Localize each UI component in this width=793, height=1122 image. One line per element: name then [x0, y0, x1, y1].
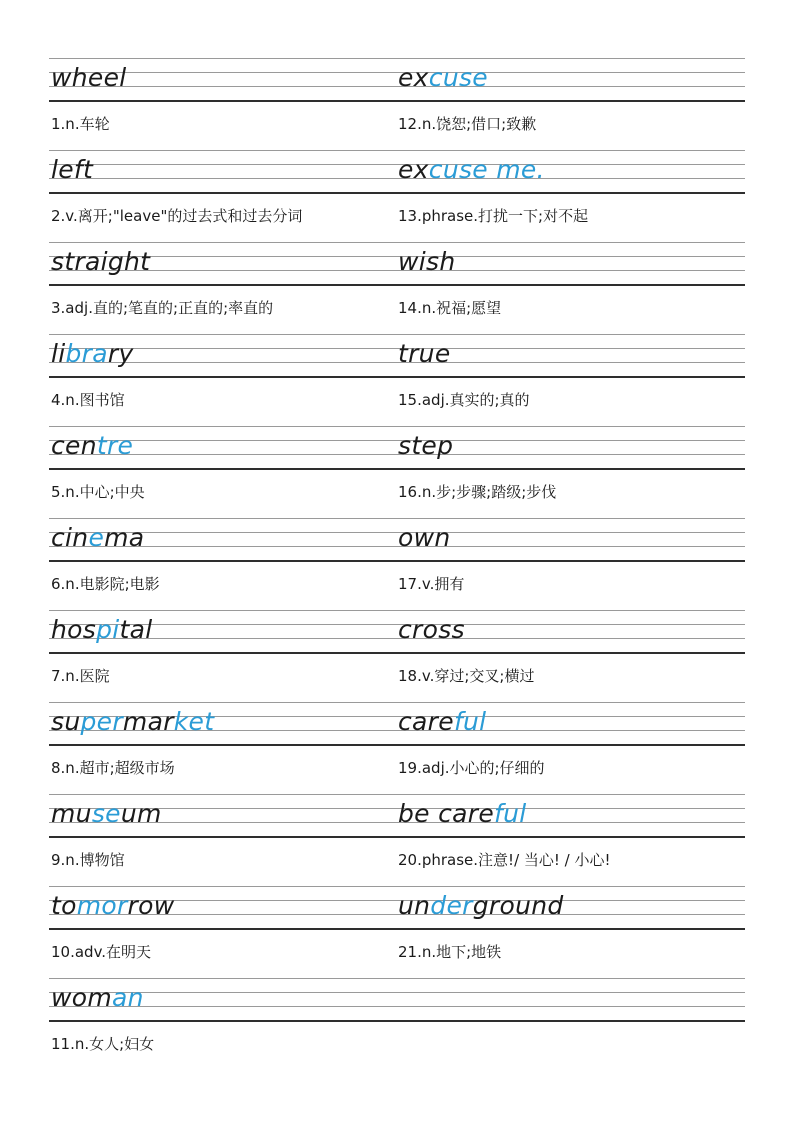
word-segment-highlighted: e	[88, 523, 105, 552]
definition-text: 13.phrase.打扰一下;对不起	[398, 207, 589, 225]
word-segment-highlighted: tre	[96, 431, 134, 460]
word-segment: un	[398, 891, 431, 920]
definition-text: 15.adj.真实的;真的	[398, 391, 530, 409]
definition-text: 2.v.离开;"leave"的过去式和过去分词	[51, 207, 303, 225]
writing-guide-rule	[49, 440, 745, 441]
definition-text: 4.n.图书馆	[51, 391, 125, 409]
english-word-right	[398, 432, 453, 460]
english-word-right	[398, 892, 564, 920]
writing-baseline-rule	[49, 192, 745, 194]
writing-baseline-rule	[49, 928, 745, 930]
word-segment-highlighted: pi	[96, 615, 120, 644]
writing-baseline-rule	[49, 560, 745, 562]
word-segment: hos	[51, 615, 97, 644]
word-segment-highlighted: cuse	[428, 63, 488, 92]
writing-guide-rule	[49, 270, 745, 271]
vocab-entry-row	[49, 788, 745, 880]
word-segment-highlighted: bra	[65, 339, 108, 368]
writing-guide-rule	[49, 886, 745, 887]
vocab-entry-row	[49, 972, 745, 1064]
writing-guide-rule	[49, 794, 745, 795]
vocab-entry-row	[49, 880, 745, 972]
word-segment: ex	[398, 63, 429, 92]
writing-guide-rule	[49, 164, 745, 165]
writing-guide-rule	[49, 1006, 745, 1007]
english-word-left	[51, 616, 152, 644]
writing-guide-rule	[49, 978, 745, 979]
word-segment: mar	[122, 707, 174, 736]
vocab-entry-row	[49, 512, 745, 604]
writing-guide-rule	[49, 348, 745, 349]
english-word-right	[398, 616, 465, 644]
writing-baseline-rule	[49, 652, 745, 654]
writing-guide-rule	[49, 454, 745, 455]
definition-text: 5.n.中心;中央	[51, 483, 145, 501]
word-segment: ry	[107, 339, 134, 368]
word-segment-highlighted: ful	[453, 707, 487, 736]
definition-text: 20.phrase.注意!/ 当心! / 小心!	[398, 851, 611, 869]
writing-guide-rule	[49, 150, 745, 151]
word-segment: wish	[398, 247, 456, 276]
writing-guide-rule	[49, 992, 745, 993]
english-word-left	[51, 340, 134, 368]
definition-text: 3.adj.直的;笔直的;正直的;率直的	[51, 299, 274, 317]
english-word-left	[51, 984, 144, 1012]
word-segment: true	[398, 339, 451, 368]
writing-guide-rule	[49, 702, 745, 703]
english-word-right	[398, 156, 545, 184]
word-segment-highlighted: ful	[494, 799, 527, 828]
vocab-entry-row	[49, 52, 745, 144]
word-segment: wom	[51, 983, 112, 1012]
word-segment: um	[120, 799, 162, 828]
definition-text: 8.n.超市;超级市场	[51, 759, 175, 777]
word-segment: left	[51, 155, 94, 184]
word-segment: be care	[398, 799, 495, 828]
definition-text: 1.n.车轮	[51, 115, 110, 133]
vocab-entry-row	[49, 236, 745, 328]
writing-baseline-rule	[49, 1020, 745, 1022]
word-segment: mu	[51, 799, 92, 828]
writing-guide-rule	[49, 334, 745, 335]
writing-guide-rule	[49, 638, 745, 639]
definition-text: 7.n.医院	[51, 667, 110, 685]
word-segment: su	[51, 707, 81, 736]
word-segment: row	[127, 891, 175, 920]
definition-text: 17.v.拥有	[398, 575, 465, 593]
word-segment-highlighted: se	[91, 799, 121, 828]
writing-guide-rule	[49, 362, 745, 363]
word-segment: care	[398, 707, 454, 736]
writing-guide-rule	[49, 256, 745, 257]
definition-text: 16.n.步;步骤;踏级;步伐	[398, 483, 557, 501]
writing-guide-rule	[49, 242, 745, 243]
vocabulary-worksheet	[49, 52, 745, 1064]
vocab-entry-row	[49, 604, 745, 696]
english-word-right	[398, 800, 527, 828]
writing-baseline-rule	[49, 376, 745, 378]
definition-text: 14.n.祝福;愿望	[398, 299, 502, 317]
writing-baseline-rule	[49, 468, 745, 470]
writing-guide-rule	[49, 624, 745, 625]
english-word-left	[51, 64, 127, 92]
vocab-entry-row	[49, 420, 745, 512]
english-word-left	[51, 432, 133, 460]
writing-guide-rule	[49, 610, 745, 611]
english-word-left	[51, 708, 214, 736]
vocab-entry-row	[49, 328, 745, 420]
word-segment: li	[51, 339, 66, 368]
word-segment: cin	[51, 523, 89, 552]
writing-guide-rule	[49, 178, 745, 179]
vocab-entry-row	[49, 144, 745, 236]
writing-guide-rule	[49, 58, 745, 59]
english-word-right	[398, 64, 488, 92]
word-segment: tal	[119, 615, 153, 644]
writing-baseline-rule	[49, 100, 745, 102]
definition-text: 19.adj.小心的;仔细的	[398, 759, 545, 777]
writing-guide-rule	[49, 86, 745, 87]
word-segment-highlighted: ket	[173, 707, 215, 736]
english-word-left	[51, 156, 93, 184]
word-segment-highlighted: cuse me.	[428, 155, 545, 184]
word-segment: wheel	[51, 63, 127, 92]
definition-text: 9.n.博物馆	[51, 851, 125, 869]
word-segment: ex	[398, 155, 429, 184]
english-word-right	[398, 524, 451, 552]
english-word-right	[398, 708, 486, 736]
definition-text: 21.n.地下;地铁	[398, 943, 502, 961]
writing-baseline-rule	[49, 284, 745, 286]
english-word-right	[398, 248, 455, 276]
english-word-left	[51, 800, 162, 828]
vocab-entry-row	[49, 696, 745, 788]
writing-guide-rule	[49, 518, 745, 519]
definition-text: 18.v.穿过;交叉;横过	[398, 667, 535, 685]
word-segment: cross	[398, 615, 465, 644]
word-segment: ma	[104, 523, 145, 552]
word-segment-highlighted: mor	[76, 891, 128, 920]
definition-text: 11.n.女人;妇女	[51, 1035, 155, 1053]
writing-guide-rule	[49, 72, 745, 73]
word-segment-highlighted: an	[112, 983, 144, 1012]
writing-guide-rule	[49, 546, 745, 547]
word-segment: own	[398, 523, 451, 552]
writing-baseline-rule	[49, 836, 745, 838]
definition-text: 10.adv.在明天	[51, 943, 152, 961]
writing-guide-rule	[49, 426, 745, 427]
english-word-left	[51, 892, 174, 920]
english-word-left	[51, 248, 150, 276]
word-segment: to	[51, 891, 77, 920]
word-segment: cen	[51, 431, 97, 460]
definition-text: 6.n.电影院;电影	[51, 575, 160, 593]
definition-text: 12.n.饶恕;借口;致歉	[398, 115, 537, 133]
word-segment-highlighted: per	[80, 707, 123, 736]
word-segment: straight	[51, 247, 151, 276]
english-word-right	[398, 340, 451, 368]
english-word-left	[51, 524, 144, 552]
word-segment-highlighted: der	[430, 891, 473, 920]
word-segment: ground	[472, 891, 564, 920]
word-segment: step	[398, 431, 454, 460]
writing-guide-rule	[49, 532, 745, 533]
writing-baseline-rule	[49, 744, 745, 746]
